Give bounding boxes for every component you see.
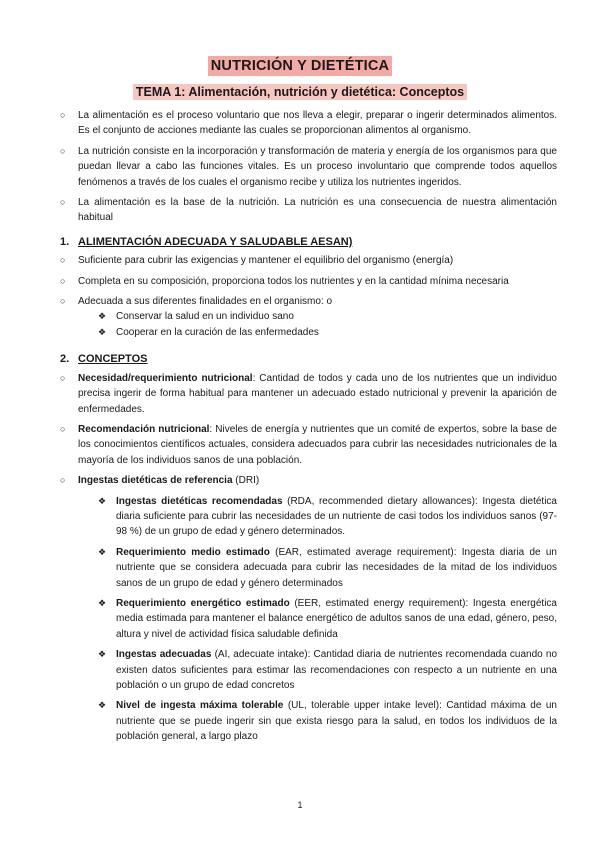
intro-text: La alimentación es la base de la nutrición. La nutrición es una consecuencia de nuestra alimentación habitual [78, 197, 557, 224]
definition-item [60, 371, 557, 417]
section-heading [60, 235, 557, 250]
dri-text: (EER, estimated energy requirement): Ingesta energética media estimada para mantener el balance energético de adultos sanos de una edad, género, peso, altura y nivel de actividad física saludable definida [116, 597, 557, 640]
document-body [60, 108, 557, 745]
sub-list-item [60, 309, 557, 324]
circle-bullet-icon: ○ [60, 423, 66, 434]
diamond-bullet-icon: ❖ [98, 700, 107, 711]
diamond-bullet-icon: ❖ [98, 649, 107, 660]
subtitle-wrap [0, 83, 600, 101]
definition-text: : Cantidad de todos y cada uno de los nutrientes que un individuo precisa ingerir de forma habitual para mantener un adecuado estado nutricional y prevenir la aparición de enfermedades. [78, 372, 557, 415]
section-title: CONCEPTOS [78, 353, 148, 366]
definition-term: Ingestas dietéticas de referencia [78, 475, 233, 487]
intro-text: La nutrición consiste en la incorporación y transformación de materia y energía de los organismos para que puedan llevar a cabo las funciones vitales. Es un proceso involuntario que comprende todos aquellos fenómenos a través de los cuales el organismo recibe y utiliza los nutrientes ingeridos. [78, 145, 557, 188]
list-item [60, 274, 557, 289]
intro-item [60, 144, 557, 190]
section-number: 1. [60, 235, 70, 248]
list-item-text: Suficiente para cubrir las exigencias y mantener el equilibrio del organismo (energía) [78, 255, 454, 267]
circle-bullet-icon: ○ [60, 255, 66, 266]
definition-item [60, 473, 557, 488]
dri-term: Requerimiento medio estimado [116, 546, 270, 558]
diamond-bullet-icon: ❖ [98, 546, 107, 557]
section-title: ALIMENTACIÓN ADECUADA Y SALUDABLE AESAN) [78, 235, 353, 248]
definition-term: Recomendación nutricional [78, 423, 210, 435]
dri-item [60, 647, 557, 693]
dri-text: (RDA, recommended dietary allowances): Ingesta dietética diaria suficiente para cubrir las necesidades de un nutriente de casi todos los individuos sanos (97-98 %) de un grupo de edad y género determinados. [116, 495, 557, 538]
intro-item [60, 108, 557, 139]
page-number: 1 [297, 800, 303, 810]
section-number: 2. [60, 353, 70, 366]
sub-list-item [60, 325, 557, 340]
dri-item [60, 545, 557, 591]
list-item [60, 294, 557, 309]
circle-bullet-icon: ○ [60, 145, 66, 156]
circle-bullet-icon: ○ [60, 110, 66, 120]
circle-bullet-icon: ○ [60, 197, 66, 208]
dri-item [60, 596, 557, 642]
diamond-bullet-icon: ❖ [98, 495, 107, 506]
diamond-bullet-icon: ❖ [98, 597, 107, 608]
circle-bullet-icon: ○ [60, 475, 66, 486]
dri-term: Requerimiento energético estimado [116, 597, 290, 609]
circle-bullet-icon: ○ [60, 372, 66, 383]
diamond-bullet-icon: ❖ [98, 311, 107, 322]
definition-term: Necesidad/requerimiento nutricional [78, 372, 253, 384]
definition-item [60, 422, 557, 468]
circle-bullet-icon: ○ [60, 275, 66, 286]
dri-text: (EAR, estimated average requirement): Ingesta diaria de un nutriente que se considera adecuada para cubrir las necesidades de la mitad de los individuos sanos de un grupo de edad y género determinados [116, 546, 557, 589]
list-item [60, 253, 557, 268]
document-subtitle: TEMA 1: Alimentación, nutrición y dietética: Conceptos [133, 84, 467, 100]
dri-term: Nivel de ingesta máxima tolerable [116, 700, 284, 712]
dri-term: Ingestas dietéticas recomendadas [116, 495, 283, 507]
sub-list-item-text: Conservar la salud en un individuo sano [116, 311, 294, 323]
circle-bullet-icon: ○ [60, 296, 66, 307]
dri-item [60, 494, 557, 540]
dri-item [60, 698, 557, 744]
dri-text: (UL, tolerable upper intake level): Cantidad máxima de un nutriente que se puede ingerir sin que exista riesgo para la salud, en todos los individuos de la población general, a largo plazo [116, 700, 557, 743]
sub-list-item-text: Cooperar en la curación de las enfermedades [116, 326, 319, 338]
document-title: NUTRICIÓN Y DIETÉTICA [208, 56, 392, 76]
diamond-bullet-icon: ❖ [98, 326, 107, 337]
intro-text: La alimentación es el proceso voluntario que nos lleva a elegir, preparar o ingerir determinados alimentos. Es el conjunto de acciones mediante las cuales se proporcionan alimentos al organismo. [78, 110, 557, 137]
list-item-text: Completa en su composición, proporciona todos los nutrientes y en la cantidad mínima necesaria [78, 275, 509, 287]
definition-text: : Niveles de energía y nutrientes que un comité de expertos, sobre la base de los conocimientos científicos actuales, considera adecuados para cubrir las necesidades nutricionales de la mayoría de los individuos sanos de una población. [78, 423, 557, 466]
definition-text: (DRI) [232, 475, 260, 487]
list-item-text: Adecuada a sus diferentes finalidades en el organismo: o [78, 296, 333, 308]
title-wrap [0, 56, 600, 76]
intro-item [60, 195, 557, 226]
section-heading [60, 352, 557, 367]
dri-term: Ingestas adecuadas [116, 649, 212, 661]
dri-text: (AI, adecuate intake): Cantidad diaria de nutrientes recomendada cuando no existen datos suficientes para estimar las recomendaciones con respecto a un nutriente en una población o un grupo de edad concretos [116, 649, 558, 691]
